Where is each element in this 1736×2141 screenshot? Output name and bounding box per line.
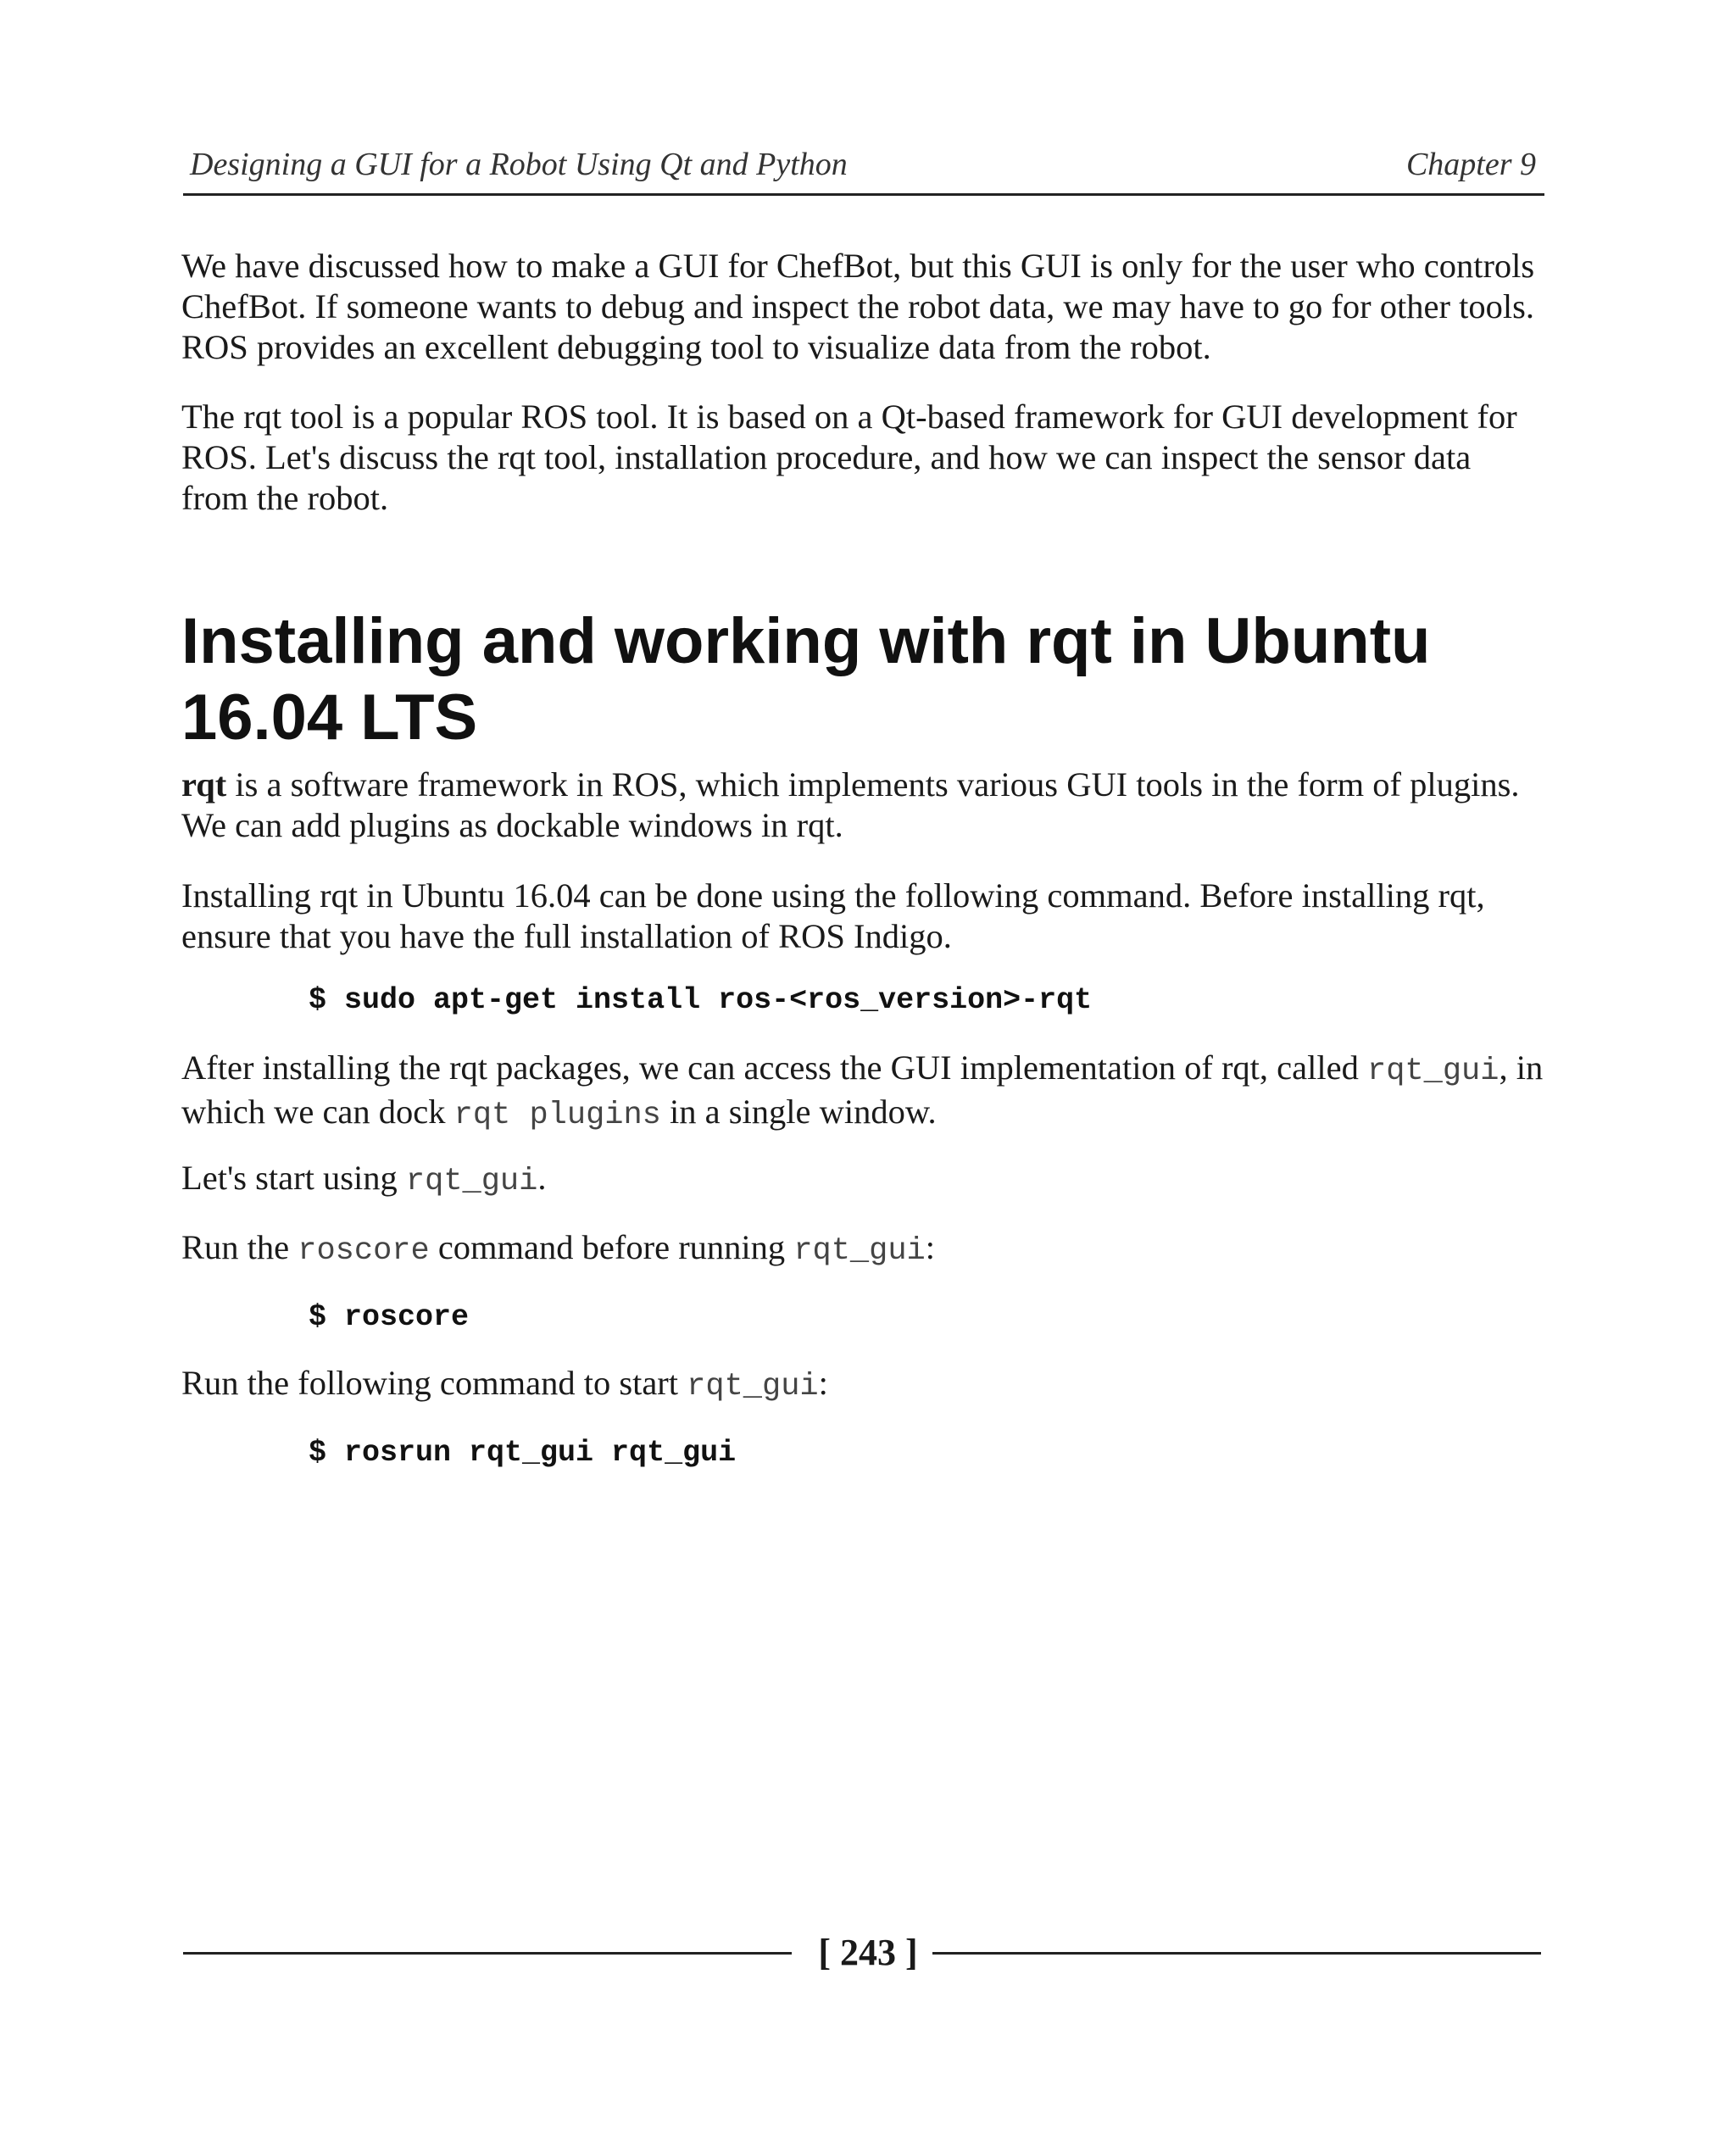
footer-rule-left (183, 1952, 792, 1955)
intro-paragraph-1: We have discussed how to make a GUI for ChefBot, but this GUI is only for the user who controls ChefBot. If someone wants to debug and inspect the robot data, we may have to go for other tools. ROS provides an excellent debugging tool to visualize data from the robot. (181, 247, 1535, 366)
text-run: Let's start using (181, 1159, 406, 1197)
rqt-description-text: is a software framework in ROS, which implements various GUI tools in the form of plugins. We can add plugins as dockable windows in rqt. (181, 765, 1520, 844)
text-run: command before running (429, 1228, 794, 1266)
text-run: : (818, 1364, 828, 1402)
start-using-paragraph (181, 1158, 1546, 1202)
install-paragraph: Installing rqt in Ubuntu 16.04 can be done using the following command. Before installing rqt, ensure that you have the full installation of ROS Indigo. (181, 876, 1485, 955)
text-run: Run the following command to start (181, 1364, 687, 1402)
run-roscore-paragraph (181, 1227, 1546, 1271)
text-run: , in which we can dock (181, 1048, 1544, 1131)
running-header (183, 142, 1544, 196)
rqt-gui-paragraph (181, 1048, 1546, 1136)
header-chapter: Chapter 9 (1405, 147, 1536, 182)
page-number: [ 243 ] (818, 1932, 918, 1973)
section-heading: Installing and working with rqt in Ubuntu 16.04 LTS (181, 605, 1431, 754)
rqt-description-paragraph (181, 765, 1546, 846)
rqt-bold-term: rqt (181, 765, 227, 804)
text-run: in a single window. (660, 1093, 937, 1131)
footer-rule-right (932, 1952, 1541, 1955)
text-run: Run the (181, 1228, 298, 1266)
install-command: $ sudo apt-get install ros-<ros_version>-rqt (309, 983, 1093, 1017)
text-run: . (537, 1159, 547, 1197)
inline-code-rqt-gui: rqt_gui (793, 1233, 926, 1269)
inline-code-rqt-gui: rqt_gui (405, 1164, 538, 1199)
start-rqt-gui-paragraph (181, 1363, 1546, 1407)
inline-code-roscore: roscore (298, 1233, 430, 1269)
text-run: : (925, 1228, 936, 1266)
inline-code-rqt-gui: rqt_gui (687, 1369, 819, 1404)
intro-paragraph-2: The rqt tool is a popular ROS tool. It is based on a Qt-based framework for GUI development for ROS. Let's discuss the rqt tool, installation procedure, and how we can inspect the sensor data from the robot. (181, 398, 1517, 517)
rosrun-command: $ rosrun rqt_gui rqt_gui (309, 1436, 737, 1470)
inline-code-rqt-gui: rqt_gui (1367, 1054, 1500, 1089)
roscore-command: $ roscore (309, 1300, 470, 1334)
text-run: After installing the rqt packages, we can access the GUI implementation of rqt, called (181, 1048, 1367, 1087)
header-title: Designing a GUI for a Robot Using Qt and Python (190, 147, 848, 182)
inline-code-rqt-plugins: rqt plugins (453, 1098, 661, 1133)
